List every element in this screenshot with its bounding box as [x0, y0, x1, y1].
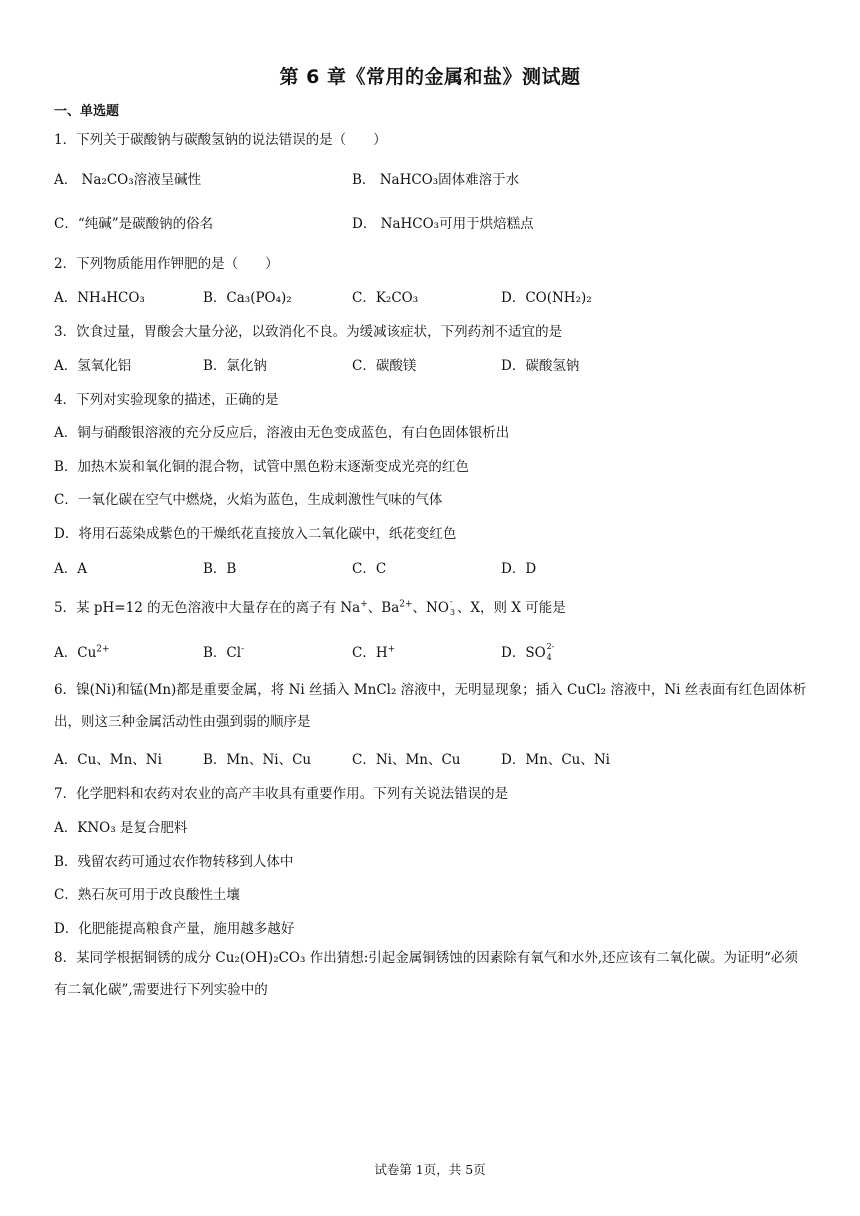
question-6-option-c: C．Ni、Mn、Cu — [352, 752, 461, 768]
question-7-option-b: B．残留农药可通过农作物转移到人体中 — [54, 854, 294, 870]
question-8-stem: 8．某同学根据铜锈的成分 Cu₂(OH)₂CO₃ 作出猜想:引起金属铜锈蚀的因素除有氧气和水外,还应该有二氧化碳。为证明“必须有二氧化碳”,需要进行下列实验中的 — [54, 950, 798, 998]
question-5-option-a: A．$Cu^{2+}$ — [54, 644, 110, 661]
question-6-option-b: B．Mn、Ni、Cu — [203, 752, 312, 768]
section-heading: 一、单选题 — [54, 104, 120, 119]
question-2-stem: 2．下列物质能用作钾肥的是（ ） — [54, 256, 279, 272]
question-7-option-a: A．KNO₃ 是复合肥料 — [54, 820, 188, 836]
question-4-statement-b: B．加热木炭和氧化铜的混合物，试管中黑色粉末逐渐变成光亮的红色 — [54, 459, 469, 475]
sulfate-charge: 2- 4 — [546, 641, 555, 662]
question-2-option-d: D．CO(NH₂)₂ — [501, 290, 592, 306]
question-7-stem: 7．化学肥料和农药对农业的高产丰收具有重要作用。下列有关说法错误的是 — [54, 786, 509, 802]
question-5-stem: 5．某 pH=12 的无色溶液中大量存在的离子有 Na+、$Ba^{2+}$、NO - 3 、X，则 X 可能是 — [54, 596, 566, 617]
question-7-option-d: D．化肥能提高粮食产量，施用越多越好 — [54, 921, 295, 937]
question-6-stem: 6．镍(Ni)和锰(Mn)都是重要金属，将 Ni 丝插入 MnCl₂ 溶液中，无明显现象；插入 CuCl₂ 溶液中，Ni 丝表面有红色固体析出，则这三种金属活动性由强到弱的顺序是 — [54, 682, 807, 730]
nitrate-charge: - 3 — [449, 596, 456, 617]
formula: NaHCO₃ — [380, 216, 440, 232]
question-6-option-d: D．Mn、Cu、Ni — [501, 752, 610, 768]
question-4-option-b: B．B — [203, 561, 237, 577]
question-3-option-a: A．氢氧化铝 — [54, 358, 132, 374]
formula: Na₂CO₃ — [81, 172, 134, 188]
question-1-option-d: D． NaHCO₃可用于烘焙糕点 — [352, 216, 534, 232]
question-3-stem: 3．饮食过量，胃酸会大量分泌，以致消化不良。为缓减该症状，下列药剂不适宜的是 — [54, 324, 563, 340]
question-7-option-c: C．熟石灰可用于改良酸性土壤 — [54, 887, 240, 903]
question-4-stem: 4．下列对实验现象的描述，正确的是 — [54, 392, 279, 408]
question-4-statement-a: A．铜与硝酸银溶液的充分反应后，溶液由无色变成蓝色，有白色固体银析出 — [54, 425, 510, 441]
question-3-option-d: D．碳酸氢钠 — [501, 358, 580, 374]
question-3-option-c: C．碳酸镁 — [352, 358, 417, 374]
question-3-option-b: B．氯化钠 — [203, 358, 267, 374]
question-4-option-d: D．D — [501, 561, 537, 577]
question-4-option-c: C．C — [352, 561, 387, 577]
question-1-option-a: A． Na₂CO₃溶液呈碱性 — [54, 172, 202, 188]
question-2-option-b: B．Ca₃(PO₄)₂ — [203, 290, 292, 306]
question-1-option-b: B． NaHCO₃固体难溶于水 — [352, 172, 520, 188]
question-2-option-a: A．NH₄HCO₃ — [54, 290, 145, 306]
page-title: 第 6 章《常用的金属和盐》测试题 — [279, 66, 581, 88]
question-1-option-c: C．“纯碱”是碳酸钠的俗名 — [54, 216, 214, 232]
formula: NaHCO₃ — [379, 172, 439, 188]
question-5-option-c: C．H+ — [352, 644, 396, 661]
question-5-option-d: D．SO 2- 4 — [501, 641, 555, 662]
question-5-option-b: B．Cl- — [203, 644, 245, 661]
page-footer: 试卷第 1页，共 5页 — [374, 1162, 486, 1177]
question-1-stem: 1．下列关于碳酸钠与碳酸氢钠的说法错误的是（ ） — [54, 132, 387, 148]
question-2-option-c: C．K₂CO₃ — [352, 290, 419, 306]
question-4-statement-d: D．将用石蕊染成紫色的干燥纸花直接放入二氧化碳中，纸花变红色 — [54, 526, 457, 542]
question-6-option-a: A．Cu、Mn、Ni — [54, 752, 162, 768]
question-4-statement-c: C．一氧化碳在空气中燃烧，火焰为蓝色，生成刺激性气味的气体 — [54, 492, 443, 508]
question-4-option-a: A．A — [54, 561, 87, 577]
